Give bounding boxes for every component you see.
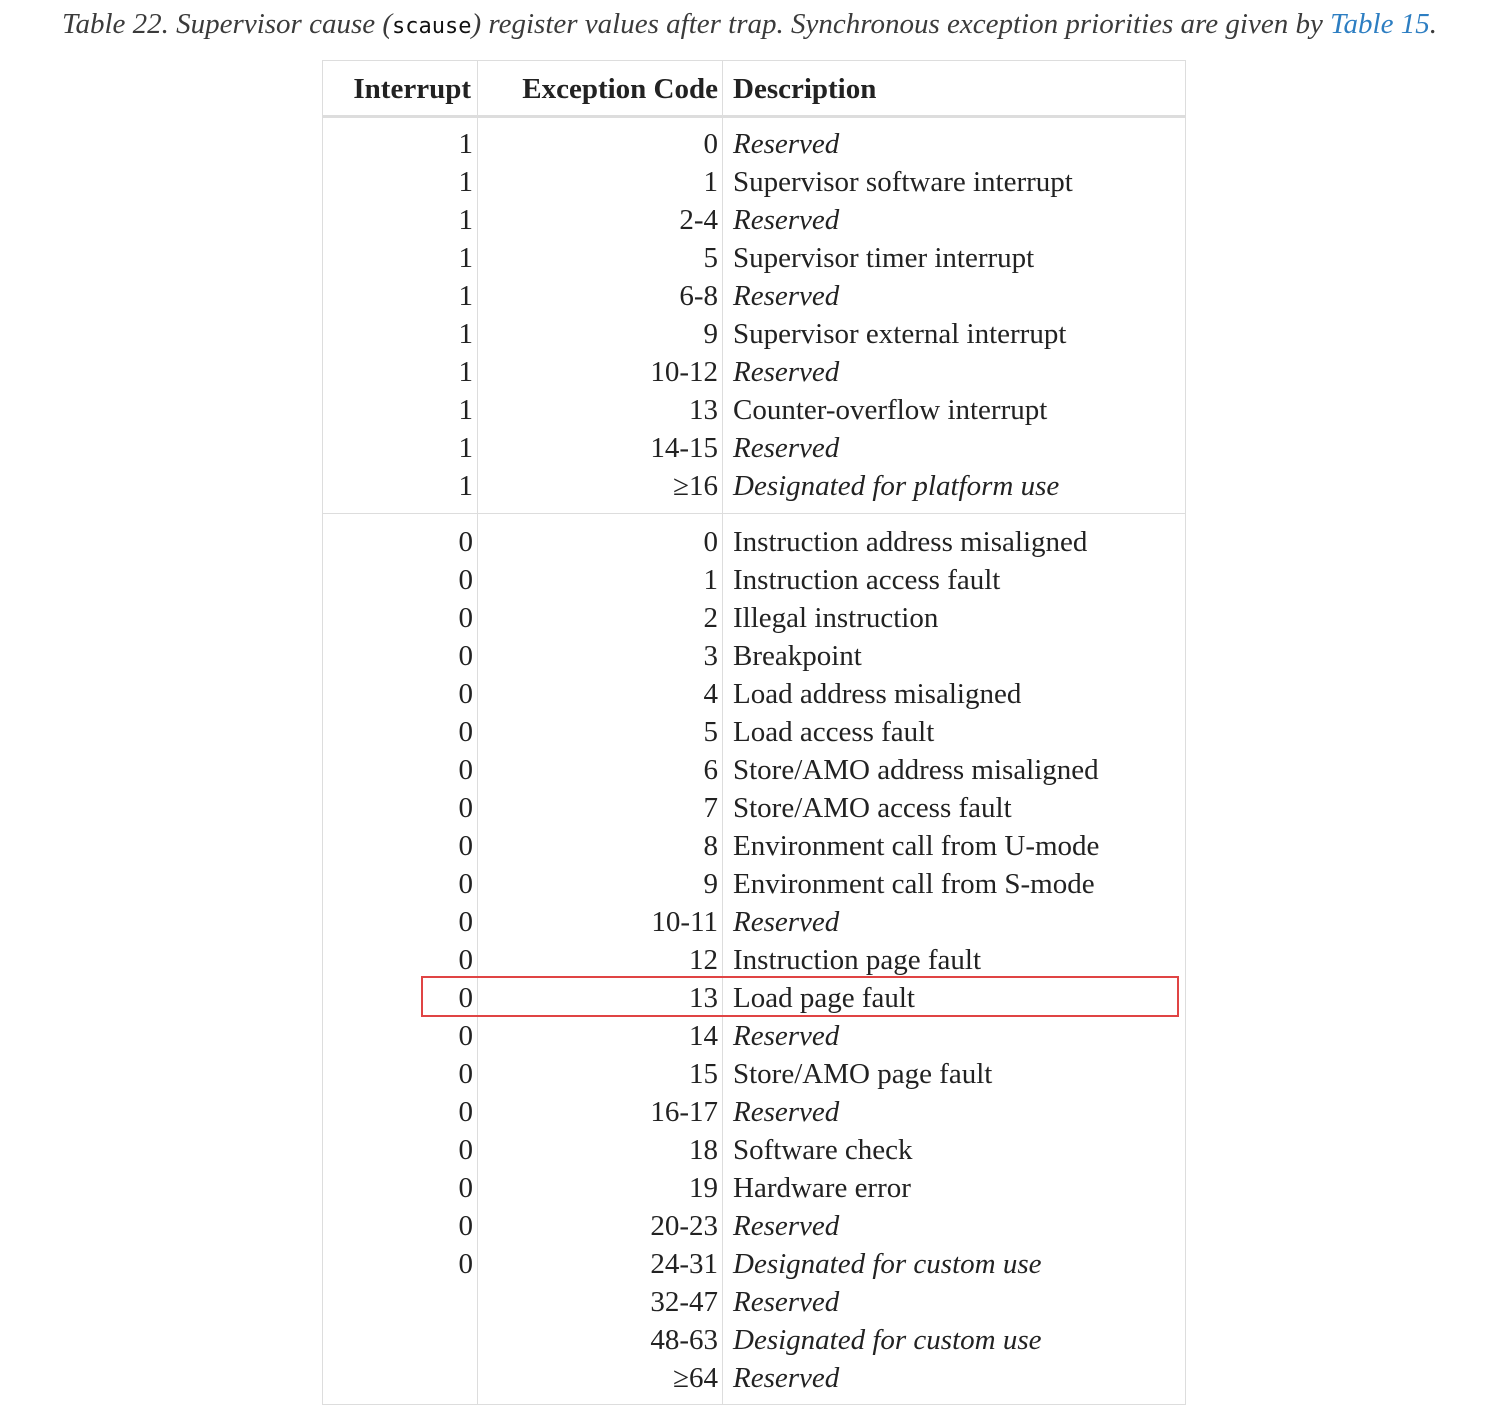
description-cell: Store/AMO access fault bbox=[733, 792, 1012, 824]
interrupt-cell: 0 bbox=[458, 716, 473, 748]
interrupt-cell: 0 bbox=[458, 640, 473, 672]
interrupt-cell: 0 bbox=[458, 564, 473, 596]
exception-code-cell: 3 bbox=[703, 640, 718, 672]
table-row bbox=[323, 1017, 1185, 1055]
table-row bbox=[323, 315, 1185, 353]
exception-code-cell: 5 bbox=[703, 716, 718, 748]
interrupt-cell: 1 bbox=[458, 318, 473, 350]
table-row bbox=[323, 1055, 1185, 1093]
exception-code-cell: 9 bbox=[703, 318, 718, 350]
exception-code-cell: 0 bbox=[703, 526, 718, 558]
description-cell: Load address misaligned bbox=[733, 678, 1022, 710]
table-row bbox=[323, 713, 1185, 751]
table-row bbox=[323, 789, 1185, 827]
description-cell: Load page fault bbox=[733, 982, 915, 1014]
interrupt-cell: 0 bbox=[458, 602, 473, 634]
interrupt-cell: 0 bbox=[458, 906, 473, 938]
exception-code-cell: 13 bbox=[689, 982, 718, 1014]
exception-code-cell: 16-17 bbox=[650, 1096, 718, 1128]
table-row bbox=[323, 353, 1185, 391]
exception-code-cell: 24-31 bbox=[650, 1248, 718, 1280]
interrupt-cell: 0 bbox=[458, 526, 473, 558]
exception-code-cell: 6-8 bbox=[679, 280, 718, 312]
interrupt-cell: 0 bbox=[458, 1134, 473, 1166]
caption-prefix: Table 22. Supervisor cause ( bbox=[62, 8, 393, 40]
scause-table bbox=[322, 60, 1186, 1405]
table-row bbox=[323, 1207, 1185, 1245]
description-cell: Store/AMO page fault bbox=[733, 1058, 993, 1090]
exception-code-cell: 19 bbox=[689, 1172, 718, 1204]
table-row bbox=[323, 1093, 1185, 1131]
table-row bbox=[323, 163, 1185, 201]
exception-code-cell: 7 bbox=[703, 792, 718, 824]
exception-code-cell: 13 bbox=[689, 394, 718, 426]
exception-code-cell: 20-23 bbox=[650, 1210, 718, 1242]
header-description: Description bbox=[733, 73, 877, 105]
table-row bbox=[323, 599, 1185, 637]
exception-code-cell: ≥64 bbox=[673, 1362, 718, 1394]
interrupt-cell: 1 bbox=[458, 166, 473, 198]
description-cell: Store/AMO address misaligned bbox=[733, 754, 1099, 786]
table-caption bbox=[0, 8, 1499, 41]
description-cell: Counter-overflow interrupt bbox=[733, 394, 1048, 426]
description-cell: Reserved bbox=[733, 906, 840, 938]
exception-code-cell: 4 bbox=[703, 678, 718, 710]
exception-code-cell: 12 bbox=[689, 944, 718, 976]
description-cell: Reserved bbox=[733, 204, 840, 236]
exception-code-cell: 15 bbox=[689, 1058, 718, 1090]
interrupt-cell: 1 bbox=[458, 128, 473, 160]
description-cell: Instruction access fault bbox=[733, 564, 1001, 596]
interrupt-cell: 0 bbox=[458, 1096, 473, 1128]
table-row bbox=[323, 1169, 1185, 1207]
description-cell: Designated for custom use bbox=[733, 1324, 1042, 1356]
table-row bbox=[323, 391, 1185, 429]
table-15-link[interactable]: Table 15 bbox=[1330, 8, 1430, 40]
description-cell: Reserved bbox=[733, 1210, 840, 1242]
header-exception-code: Exception Code bbox=[522, 73, 718, 105]
description-cell: Hardware error bbox=[733, 1172, 911, 1204]
table-row bbox=[323, 675, 1185, 713]
interrupt-cell: 0 bbox=[458, 1020, 473, 1052]
header-divider bbox=[323, 115, 1185, 118]
exception-code-cell: 6 bbox=[703, 754, 718, 786]
exception-code-cell: 5 bbox=[703, 242, 718, 274]
interrupt-cell: 0 bbox=[458, 1058, 473, 1090]
description-cell: Reserved bbox=[733, 1020, 840, 1052]
exception-code-cell: 32-47 bbox=[650, 1286, 718, 1318]
interrupt-cell: 1 bbox=[458, 432, 473, 464]
interrupt-cell bbox=[323, 1359, 473, 1397]
description-cell: Reserved bbox=[733, 1362, 840, 1394]
table-row bbox=[323, 637, 1185, 675]
exception-code-cell: 14 bbox=[689, 1020, 718, 1052]
caption-suffix: . bbox=[1429, 8, 1437, 40]
exception-code-cell: 9 bbox=[703, 868, 718, 900]
description-cell: Supervisor external interrupt bbox=[733, 318, 1067, 350]
table-row bbox=[323, 941, 1185, 979]
table-row bbox=[323, 201, 1185, 239]
exception-code-cell: 10-11 bbox=[651, 906, 718, 938]
exception-code-cell: 14-15 bbox=[650, 432, 718, 464]
interrupt-cell: 1 bbox=[458, 204, 473, 236]
exception-code-cell: 48-63 bbox=[650, 1324, 718, 1356]
exception-code-cell: 1 bbox=[703, 564, 718, 596]
interrupt-cell: 0 bbox=[458, 830, 473, 862]
exception-code-cell: 1 bbox=[703, 166, 718, 198]
table-row bbox=[323, 903, 1185, 941]
interrupt-cell: 0 bbox=[458, 944, 473, 976]
exception-code-cell: 8 bbox=[703, 830, 718, 862]
table-row bbox=[323, 277, 1185, 315]
table-row bbox=[323, 1131, 1185, 1169]
interrupt-cell: 1 bbox=[458, 394, 473, 426]
description-cell: Breakpoint bbox=[733, 640, 862, 672]
interrupt-cell: 0 bbox=[458, 678, 473, 710]
interrupt-cell: 1 bbox=[458, 242, 473, 274]
caption-middle: ) register values after trap. Synchronous exception priorities are given by bbox=[471, 8, 1331, 40]
description-cell: Designated for platform use bbox=[733, 470, 1060, 502]
description-cell: Environment call from S-mode bbox=[733, 868, 1095, 900]
interrupt-cell: 0 bbox=[458, 1210, 473, 1242]
table-row bbox=[323, 1283, 1185, 1321]
description-cell: Reserved bbox=[733, 1096, 840, 1128]
interrupt-cell: 1 bbox=[458, 470, 473, 502]
table-row bbox=[323, 125, 1185, 163]
description-cell: Designated for custom use bbox=[733, 1248, 1042, 1280]
section-divider bbox=[323, 513, 1185, 514]
table-row bbox=[323, 827, 1185, 865]
description-cell: Reserved bbox=[733, 280, 840, 312]
exception-code-cell: 0 bbox=[703, 128, 718, 160]
interrupt-cell: 0 bbox=[458, 1172, 473, 1204]
interrupt-cell: 0 bbox=[458, 792, 473, 824]
table-row bbox=[323, 523, 1185, 561]
interrupt-cell: 1 bbox=[458, 280, 473, 312]
description-cell: Supervisor software interrupt bbox=[733, 166, 1073, 198]
interrupt-cell: 0 bbox=[458, 868, 473, 900]
description-cell: Reserved bbox=[733, 1286, 840, 1318]
description-cell: Instruction page fault bbox=[733, 944, 982, 976]
description-cell: Environment call from U-mode bbox=[733, 830, 1100, 862]
interrupt-cell: 0 bbox=[458, 982, 473, 1014]
table-row bbox=[323, 1359, 1185, 1397]
exception-code-cell: 2-4 bbox=[679, 204, 718, 236]
table-row bbox=[323, 561, 1185, 599]
caption-code: scause bbox=[392, 14, 472, 39]
interrupt-cell: 1 bbox=[458, 356, 473, 388]
highlight-box bbox=[421, 976, 1179, 1017]
table-row bbox=[323, 1245, 1185, 1283]
exception-code-cell: 10-12 bbox=[650, 356, 718, 388]
interrupt-cell: 0 bbox=[458, 754, 473, 786]
interrupt-cell bbox=[323, 1321, 473, 1359]
table-row bbox=[323, 751, 1185, 789]
description-cell: Reserved bbox=[733, 432, 840, 464]
description-cell: Load access fault bbox=[733, 716, 935, 748]
table-row bbox=[323, 429, 1185, 467]
description-cell: Illegal instruction bbox=[733, 602, 939, 634]
interrupt-cell: 0 bbox=[458, 1248, 473, 1280]
description-cell: Reserved bbox=[733, 356, 840, 388]
header-interrupt: Interrupt bbox=[353, 73, 471, 105]
description-cell: Reserved bbox=[733, 128, 840, 160]
table-row bbox=[323, 239, 1185, 277]
description-cell: Supervisor timer interrupt bbox=[733, 242, 1035, 274]
exception-code-cell: 2 bbox=[703, 602, 718, 634]
interrupt-cell bbox=[323, 1283, 473, 1321]
table-row bbox=[323, 865, 1185, 903]
description-cell: Instruction address misaligned bbox=[733, 526, 1088, 558]
description-cell: Software check bbox=[733, 1134, 913, 1166]
table-row bbox=[323, 467, 1185, 505]
exception-code-cell: 18 bbox=[689, 1134, 718, 1166]
table-row bbox=[323, 1321, 1185, 1359]
exception-code-cell: ≥16 bbox=[673, 470, 718, 502]
